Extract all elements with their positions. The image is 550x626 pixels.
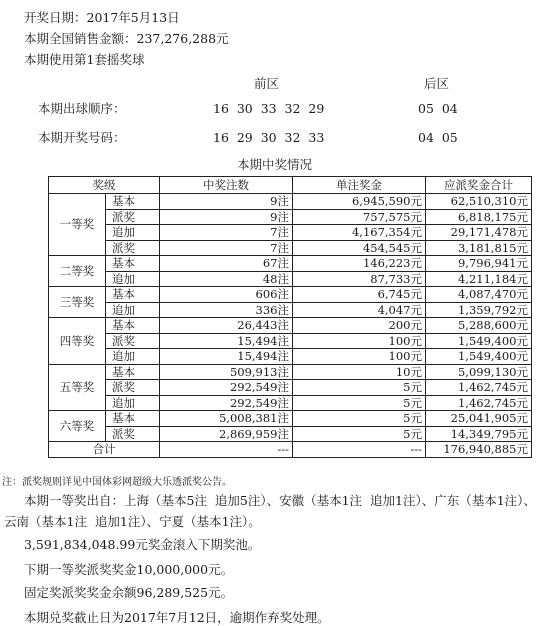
type-cell: 基本 (106, 194, 160, 210)
total-prize-cell: 1,359,792元 (426, 302, 532, 318)
type-cell: 派奖 (106, 333, 160, 349)
fixed-prize-balance: 固定奖派奖奖金余额96,289,525元。 (24, 585, 234, 600)
draw-date: 开奖日期：2017年5月13日 (24, 10, 180, 25)
total-prize-cell: 62,510,310元 (426, 194, 532, 210)
grade-cell: 二等奖 (49, 256, 106, 287)
front-zone-label: 前区 (254, 76, 280, 91)
jackpot-rollover: 3,591,834,048.99元奖金滚入下期奖池。 (24, 537, 261, 552)
type-cell: 派奖 (106, 240, 160, 256)
winning-front-numbers: 16 29 30 32 33 (213, 130, 325, 145)
unit-prize-cell: 4,167,354元 (293, 225, 426, 241)
table-row (49, 271, 532, 287)
prize-table (48, 176, 532, 458)
grand-total-cell: 176,940,885元 (426, 442, 532, 458)
draw-order-back: 05 04 (418, 101, 458, 116)
count-cell: 48注 (160, 271, 293, 287)
winning-numbers-label: 本期开奖号码： (38, 130, 126, 145)
table-row (49, 349, 532, 365)
total-prize-cell: 25,041,905元 (426, 411, 532, 427)
table-row (49, 302, 532, 318)
sales-amount: 本期全国销售金额：237,276,288元 (24, 31, 229, 46)
table-row (49, 194, 532, 210)
type-cell: 追加 (106, 349, 160, 365)
total-prize-cell: 1,549,400元 (426, 333, 532, 349)
next-first-prize: 下期一等奖派奖奖金10,000,000元。 (24, 562, 234, 577)
table-row (49, 380, 532, 396)
table-row (49, 333, 532, 349)
total-label-cell: 合计 (49, 442, 160, 458)
total-prize-cell: 1,462,745元 (426, 380, 532, 396)
type-cell: 追加 (106, 225, 160, 241)
table-row (49, 426, 532, 442)
table-row (49, 209, 532, 225)
count-cell: 15,494注 (160, 349, 293, 365)
table-row (49, 225, 532, 241)
type-cell: 派奖 (106, 380, 160, 396)
total-prize-cell: 3,181,815元 (426, 240, 532, 256)
header-total-prize: 应派奖金合计 (426, 177, 532, 194)
type-cell: 基本 (106, 318, 160, 334)
table-row (49, 364, 532, 380)
total-prize-cell: 1,549,400元 (426, 349, 532, 365)
count-cell: 2,869,959注 (160, 426, 293, 442)
grade-cell: 一等奖 (49, 194, 106, 256)
table-row (49, 411, 532, 427)
count-cell: 292,549注 (160, 395, 293, 411)
table-row (49, 287, 532, 303)
table-row (49, 395, 532, 411)
count-cell: 9注 (160, 194, 293, 210)
unit-prize-cell: 5元 (293, 395, 426, 411)
total-prize-cell: 9,796,941元 (426, 256, 532, 272)
claim-deadline: 本期兑奖截止日为2017年7月12日，逾期作弃奖处理。 (24, 610, 330, 625)
count-cell: 292,549注 (160, 380, 293, 396)
grade-cell: 四等奖 (49, 318, 106, 365)
unit-prize-cell: 100元 (293, 349, 426, 365)
unit-prize-cell: 454,545元 (293, 240, 426, 256)
total-prize-cell: 29,171,478元 (426, 225, 532, 241)
grade-cell: 六等奖 (49, 411, 106, 442)
count-cell: 509,913注 (160, 364, 293, 380)
total-count-cell: --- (160, 442, 293, 458)
total-prize-cell: 6,818,175元 (426, 209, 532, 225)
type-cell: 基本 (106, 364, 160, 380)
table-row (49, 256, 532, 272)
table-row (49, 318, 532, 334)
header-grade: 奖级 (49, 177, 160, 194)
header-count: 中奖注数 (160, 177, 293, 194)
type-cell: 派奖 (106, 426, 160, 442)
type-cell: 追加 (106, 271, 160, 287)
total-prize-cell: 4,211,184元 (426, 271, 532, 287)
total-prize-cell: 1,462,745元 (426, 395, 532, 411)
type-cell: 基本 (106, 411, 160, 427)
count-cell: 9注 (160, 209, 293, 225)
total-prize-cell: 14,349,795元 (426, 426, 532, 442)
total-prize-cell: 5,288,600元 (426, 318, 532, 334)
grade-cell: 五等奖 (49, 364, 106, 411)
type-cell: 基本 (106, 256, 160, 272)
table-note: 注：派奖规则详见中国体彩网超级大乐透派奖公告。 (2, 477, 232, 488)
back-zone-label: 后区 (424, 76, 450, 91)
unit-prize-cell: 146,223元 (293, 256, 426, 272)
total-prize-cell: 5,099,130元 (426, 364, 532, 380)
unit-prize-cell: 10元 (293, 364, 426, 380)
first-prize-origin-line2: 云南（基本1注 追加1注）、宁夏（基本1注）。 (4, 514, 261, 529)
unit-prize-cell: 87,733元 (293, 271, 426, 287)
first-prize-origin-line1: 本期一等奖出自：上海（基本5注 追加5注）、安徽（基本1注 追加1注）、广东（基本1注）、 (24, 493, 536, 508)
type-cell: 基本 (106, 287, 160, 303)
total-prize-cell: 4,087,470元 (426, 287, 532, 303)
total-unit-cell: --- (293, 442, 426, 458)
unit-prize-cell: 5元 (293, 380, 426, 396)
unit-prize-cell: 6,745元 (293, 287, 426, 303)
count-cell: 7注 (160, 225, 293, 241)
count-cell: 26,443注 (160, 318, 293, 334)
grade-cell: 三等奖 (49, 287, 106, 318)
count-cell: 67注 (160, 256, 293, 272)
count-cell: 5,008,381注 (160, 411, 293, 427)
table-total-row (49, 442, 532, 458)
type-cell: 追加 (106, 302, 160, 318)
count-cell: 336注 (160, 302, 293, 318)
unit-prize-cell: 200元 (293, 318, 426, 334)
count-cell: 606注 (160, 287, 293, 303)
draw-order-front: 16 30 33 32 29 (213, 101, 325, 116)
table-title: 本期中奖情况 (237, 157, 313, 172)
type-cell: 派奖 (106, 209, 160, 225)
count-cell: 7注 (160, 240, 293, 256)
header-unit-prize: 单注奖金 (293, 177, 426, 194)
unit-prize-cell: 5元 (293, 411, 426, 427)
unit-prize-cell: 6,945,590元 (293, 194, 426, 210)
unit-prize-cell: 757,575元 (293, 209, 426, 225)
unit-prize-cell: 5元 (293, 426, 426, 442)
table-header-row (49, 177, 532, 194)
unit-prize-cell: 4,047元 (293, 302, 426, 318)
table-row (49, 240, 532, 256)
unit-prize-cell: 100元 (293, 333, 426, 349)
type-cell: 追加 (106, 395, 160, 411)
count-cell: 15,494注 (160, 333, 293, 349)
draw-order-label: 本期出球顺序： (38, 101, 126, 116)
winning-back-numbers: 04 05 (418, 130, 458, 145)
ball-set-info: 本期使用第1套摇奖球 (24, 52, 145, 67)
